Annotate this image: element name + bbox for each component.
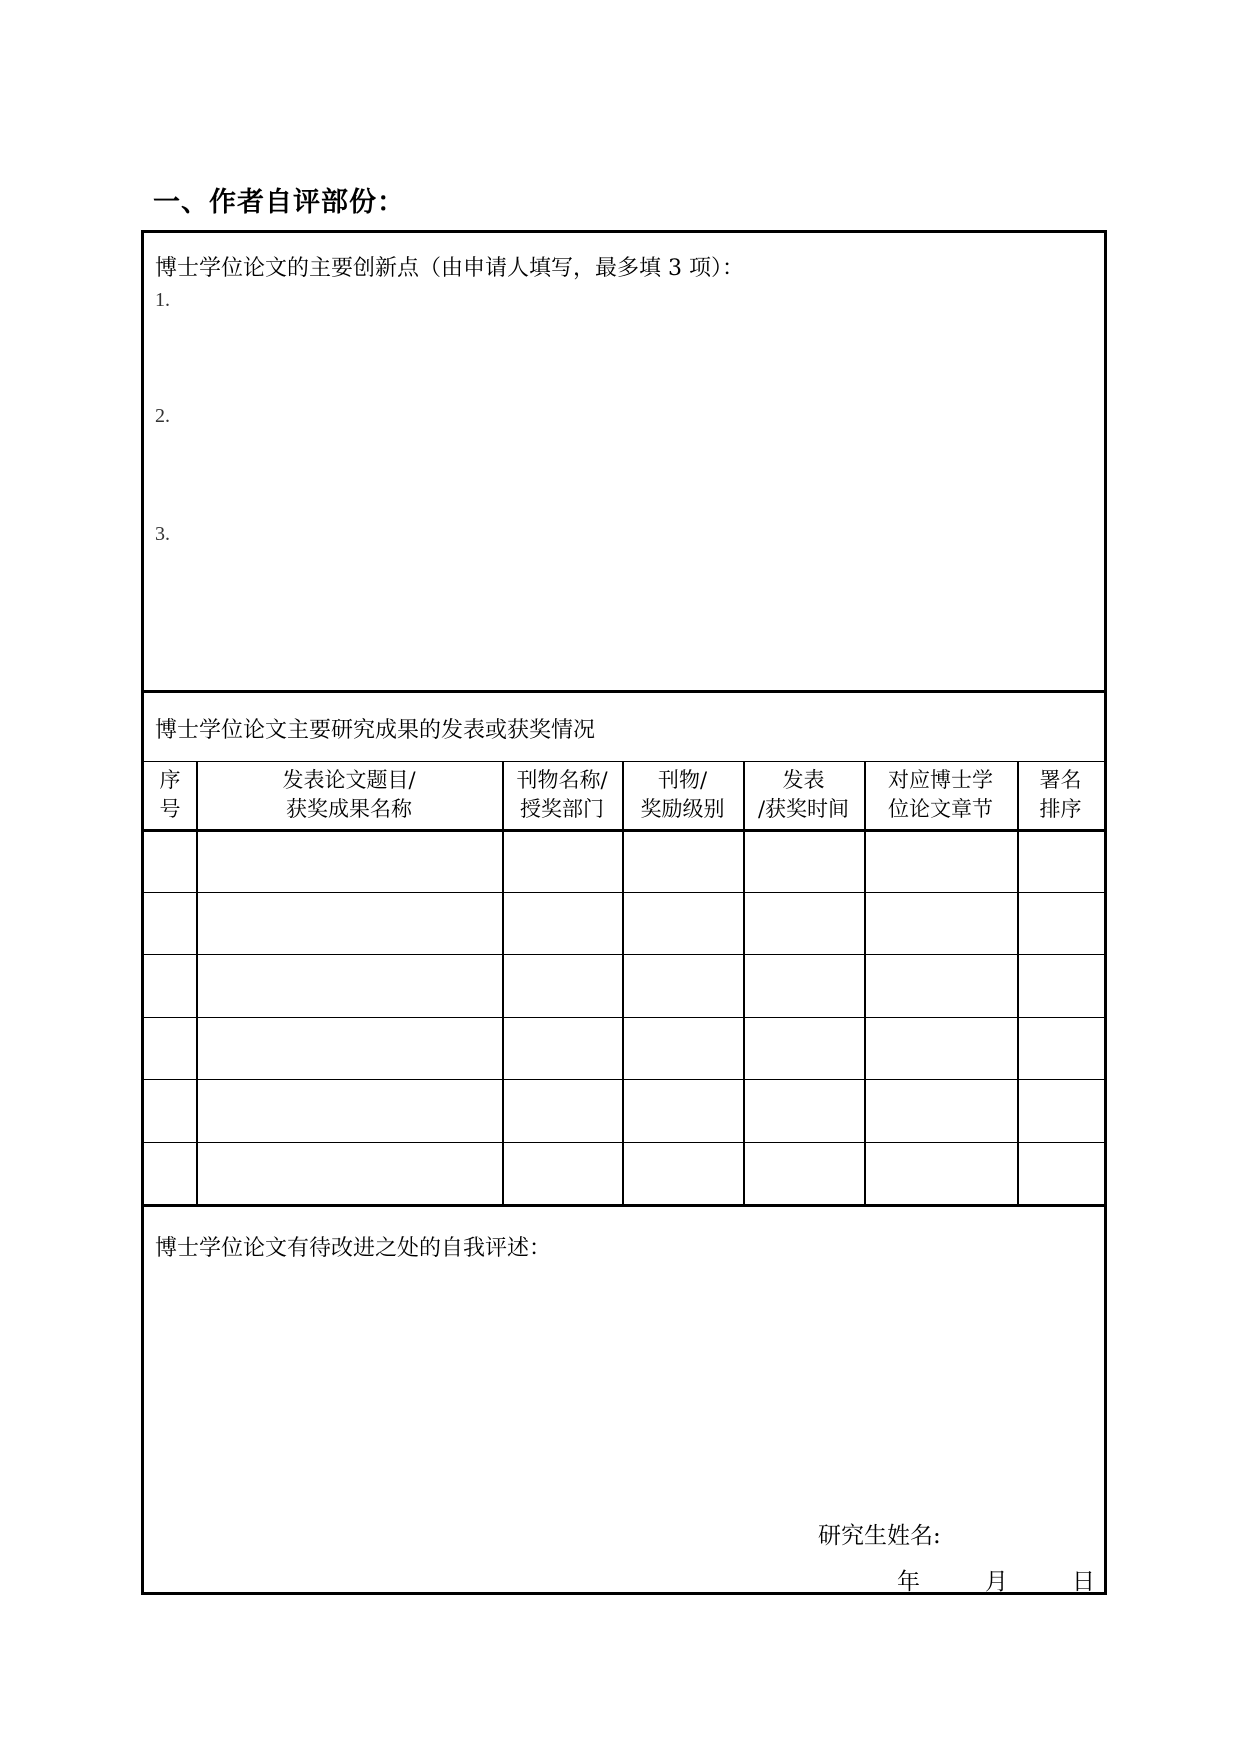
section-divider [144, 690, 1104, 693]
table-column-line [1017, 761, 1019, 1205]
self-evaluation-form [141, 230, 1107, 1595]
table-column-line [622, 761, 624, 1205]
date-year-label: 年 [897, 1569, 920, 1595]
table-column-line [743, 761, 745, 1205]
table-header-bottom-line [144, 829, 1104, 832]
column-header-chapter: 对应博士学 位论文章节 [888, 768, 993, 821]
self-review-heading: 博士学位论文有待改进之处的自我评述： [155, 1236, 552, 1261]
table-column-line [196, 761, 198, 1205]
date-day-label: 日 [1072, 1569, 1095, 1595]
table-column-line [502, 761, 504, 1205]
column-header-level: 刊物/ 奖励级别 [640, 768, 725, 821]
signature-label: 研究生姓名: [818, 1523, 941, 1549]
table-column-line [864, 761, 866, 1205]
table-row-line [144, 1142, 1104, 1143]
table-row-line [144, 1017, 1104, 1018]
column-header-author-rank: 署名 排序 [1039, 768, 1082, 821]
section-title: 一、作者自评部份： [153, 187, 405, 218]
table-row-line [144, 1079, 1104, 1080]
innovation-heading: 博士学位论文的主要创新点（由申请人填写，最多填 3 项）： [155, 256, 744, 281]
table-bottom-line [144, 1204, 1104, 1207]
innovation-item-1: 1. [155, 289, 170, 311]
column-header-title: 发表论文题目/ 获奖成果名称 [282, 768, 416, 821]
date-month-label: 月 [985, 1569, 1008, 1595]
achievements-heading: 博士学位论文主要研究成果的发表或获奖情况 [155, 718, 596, 743]
innovation-item-2: 2. [155, 405, 170, 427]
table-top-line [144, 761, 1104, 762]
column-header-seq: 序 号 [159, 768, 181, 821]
table-row-line [144, 892, 1104, 893]
innovation-item-3: 3. [155, 523, 170, 545]
column-header-date: 发表 /获奖时间 [757, 768, 850, 821]
column-header-journal: 刊物名称/ 授奖部门 [516, 768, 608, 821]
table-row-line [144, 954, 1104, 955]
